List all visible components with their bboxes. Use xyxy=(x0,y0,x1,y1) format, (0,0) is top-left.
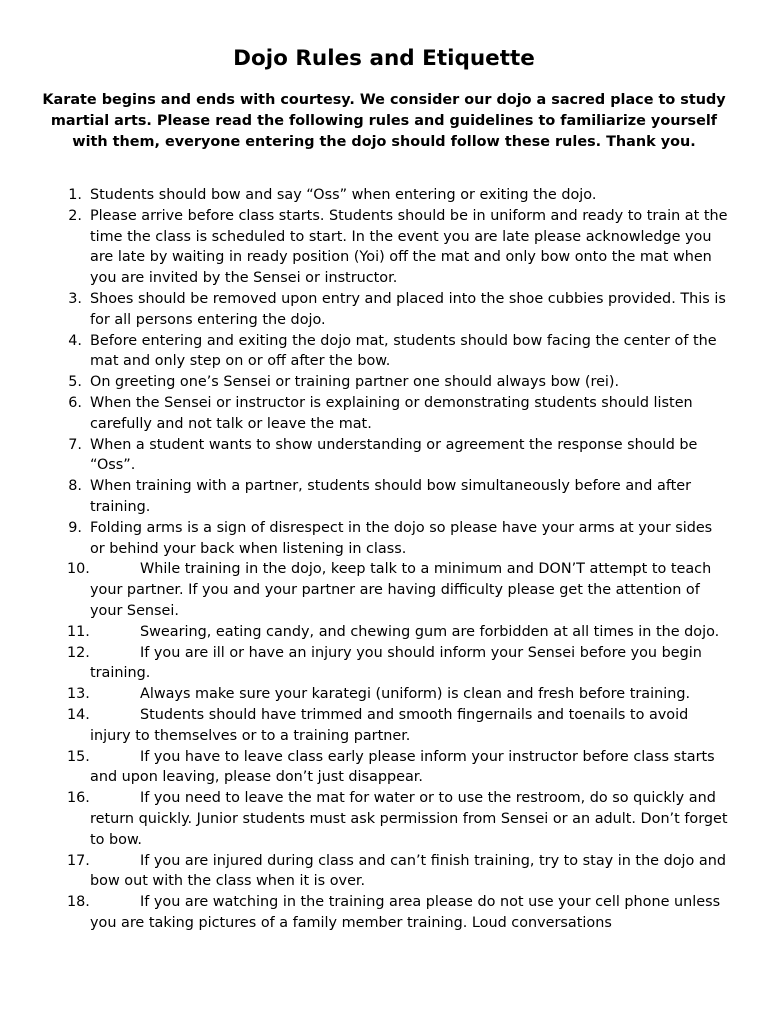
rule-number: 10. xyxy=(67,561,90,578)
rule-item xyxy=(0,892,730,934)
rule-text: On greeting one’s Sensei or training partner one should always bow (rei). xyxy=(90,374,620,391)
rule-number: 12. xyxy=(67,644,90,661)
rule-number: 2. xyxy=(68,207,82,224)
rule-item xyxy=(0,518,730,560)
rule-text: Shoes should be removed upon entry and placed into the shoe cubbies provided. This is for all persons entering the dojo. xyxy=(90,290,726,328)
rule-text: Folding arms is a sign of disrespect in the dojo so please have your arms at your sides or behind your back when listening in class. xyxy=(90,519,713,557)
rule-item xyxy=(0,747,730,789)
rule-text: Always make sure your karategi (uniform) is clean and fresh before training. xyxy=(140,686,691,703)
rule-number: 7. xyxy=(68,436,82,453)
rule-text: Students should have trimmed and smooth fingernails and toenails to avoid injury to themselves or to a training partner. xyxy=(90,706,689,744)
rule-item xyxy=(0,684,730,705)
rule-item xyxy=(0,185,730,206)
rule-number: 6. xyxy=(68,394,82,411)
rule-text: When a student wants to show understanding or agreement the response should be “Oss”. xyxy=(90,436,698,474)
rule-text: When the Sensei or instructor is explaining or demonstrating students should listen carefully and not talk or leave the mat. xyxy=(90,394,693,432)
rule-number: 18. xyxy=(67,894,90,911)
rule-item xyxy=(0,788,730,850)
rule-item xyxy=(0,435,730,477)
rule-text: Students should bow and say “Oss” when entering or exiting the dojo. xyxy=(90,187,597,203)
rule-item xyxy=(0,331,730,373)
intro-paragraph: Karate begins and ends with courtesy. We consider our dojo a sacred place to study martial arts. Please read the following rules and guidelines to familiarize yourself with them, everyone entering the dojo should follow these rules. Thank you. xyxy=(42,92,726,150)
rule-item xyxy=(0,851,730,893)
rule-number: 17. xyxy=(67,852,90,869)
rule-text: If you are watching in the training area please do not use your cell phone unless you are taking pictures of a family member training. Loud conversations xyxy=(90,894,721,931)
rule-number: 4. xyxy=(68,332,82,349)
rule-text: If you need to leave the mat for water or to use the restroom, do so quickly and return quickly. Junior students must ask permission from Sensei or an adult. Don’t forget to bow. xyxy=(90,790,728,848)
rule-text: While training in the dojo, keep talk to a minimum and DON’T attempt to teach your partner. If you and your partner are having difficulty please get the attention of your Sensei. xyxy=(90,561,712,619)
rule-number: 8. xyxy=(68,478,82,495)
rule-number: 15. xyxy=(67,748,90,765)
rules-list xyxy=(0,185,768,934)
rule-text: If you are injured during class and can’t finish training, try to stay in the dojo and bow out with the class when it is over. xyxy=(90,852,727,890)
rule-number: 5. xyxy=(68,374,82,391)
rule-number: 11. xyxy=(67,623,90,640)
rule-text: Swearing, eating candy, and chewing gum are forbidden at all times in the dojo. xyxy=(140,623,720,640)
rule-text: Please arrive before class starts. Students should be in uniform and ready to train at the time the class is scheduled to start. In the event you are late please acknowledge you are late by waiting in ready position (Yoi) off the mat and only bow onto the mat when you are invited by the Sensei or instructor. xyxy=(90,207,728,287)
rule-item xyxy=(0,372,730,393)
rule-item xyxy=(0,393,730,435)
rule-item xyxy=(0,622,730,643)
page-title: Dojo Rules and Etiquette xyxy=(233,46,535,71)
rule-item xyxy=(0,206,730,289)
rule-number: 1. xyxy=(68,187,82,203)
rule-text: Before entering and exiting the dojo mat, students should bow facing the center of the mat and only step on or off after the bow. xyxy=(90,332,717,370)
rule-number: 3. xyxy=(68,290,82,307)
rule-item xyxy=(0,559,730,621)
rule-text: When training with a partner, students should bow simultaneously before and after training. xyxy=(90,478,692,515)
rule-text: If you are ill or have an injury you should inform your Sensei before you begin training. xyxy=(90,644,702,682)
rule-item xyxy=(0,476,730,518)
rule-item xyxy=(0,289,730,331)
rule-item xyxy=(0,643,730,685)
rule-number: 14. xyxy=(67,706,90,723)
rule-number: 13. xyxy=(67,686,90,703)
rule-item xyxy=(0,705,730,747)
rule-text: If you have to leave class early please inform your instructor before class starts and upon leaving, please don’t just disappear. xyxy=(90,748,715,786)
rule-number: 16. xyxy=(67,790,90,807)
rule-number: 9. xyxy=(68,519,82,536)
